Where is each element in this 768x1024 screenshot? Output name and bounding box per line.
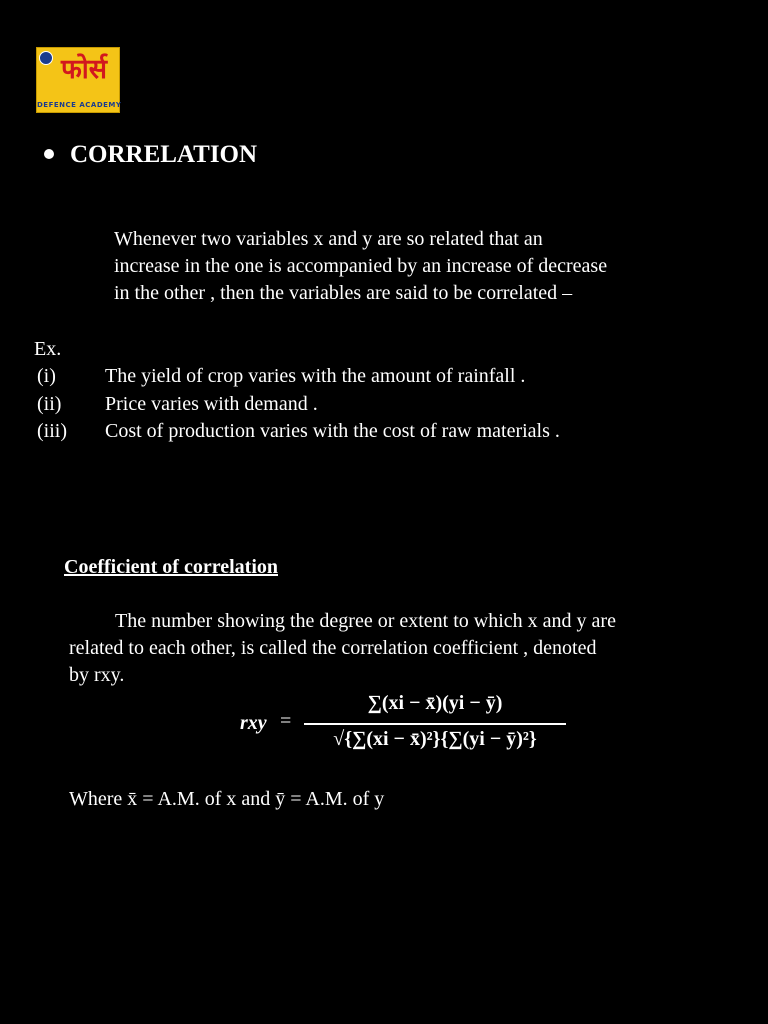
list-item: [37, 363, 560, 391]
formula-numerator: ∑(xi − x̄)(yi − ȳ): [367, 692, 503, 714]
logo-brand-text: फोर्स: [60, 54, 108, 85]
definition-paragraph: [114, 226, 607, 307]
formula-denominator: √{∑(xi − x̄)²}{∑(yi − ȳ)²}: [333, 728, 537, 750]
section-heading: [44, 139, 257, 171]
list-item: [37, 391, 560, 419]
logo-tagline: DEFENCE ACADEMY: [37, 101, 122, 109]
academy-logo: [36, 47, 120, 113]
definition-line: increase in the one is accompanied by an increase of decrease: [114, 255, 608, 277]
examples-label: Ex.: [34, 338, 62, 360]
list-item-number: (ii): [37, 392, 62, 415]
description-line: The number showing the degree or extent to which x and y are: [115, 610, 616, 632]
where-line: Where x̄ = A.M. of x and ȳ = A.M. of y: [69, 788, 385, 810]
bullet-icon: [44, 149, 54, 159]
description-line: by rxy.: [69, 664, 125, 686]
correlation-formula: [240, 692, 580, 762]
heading-text: CORRELATION: [70, 141, 258, 168]
list-item-number: (iii): [37, 420, 67, 442]
definition-line: Whenever two variables x and y are so related that an: [114, 228, 543, 250]
list-item-number: (i): [37, 365, 56, 387]
list-item-text: Cost of production varies with the cost of raw materials .: [105, 420, 560, 442]
coefficient-description: [69, 608, 616, 689]
fraction-bar: [304, 723, 566, 725]
formula-lhs: rxy: [240, 712, 267, 734]
description-line: related to each other, is called the correlation coefficient , denoted: [69, 637, 597, 659]
list-item-text: The yield of crop varies with the amount of rainfall .: [105, 365, 526, 387]
list-item-text: Price varies with demand .: [105, 392, 318, 415]
formula-equals: =: [280, 710, 292, 732]
list-item: [37, 418, 560, 446]
coefficient-heading: Coefficient of correlation: [64, 556, 278, 578]
definition-line: in the other , then the variables are said to be correlated –: [114, 282, 573, 304]
examples-list: [37, 363, 560, 446]
